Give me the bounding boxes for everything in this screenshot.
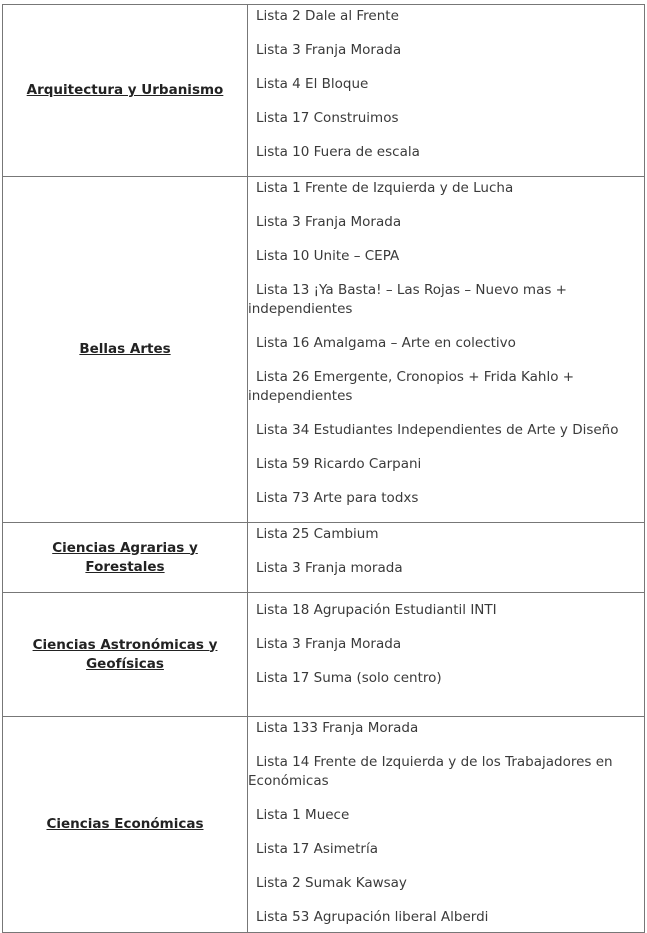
list-item: Lista 3 Franja Morada	[256, 42, 402, 58]
faculty-cell	[3, 5, 248, 177]
list-item: Lista 4 El Bloque	[256, 76, 369, 92]
list-item: Lista 10 Unite – CEPA	[256, 248, 400, 264]
table-row	[3, 523, 645, 593]
faculty-name: Arquitectura y Urbanismo	[26, 82, 224, 98]
list-item: Lista 17 Asimetría	[256, 841, 378, 857]
faculty-cell	[3, 717, 248, 933]
lists-cell	[248, 5, 645, 177]
list-item: Lista 13 ¡Ya Basta! – Las Rojas – Nuevo mas + independientes	[248, 282, 567, 317]
faculty-lists-table	[2, 4, 645, 933]
list-item: Lista 10 Fuera de escala	[256, 144, 420, 160]
faculty-cell	[3, 177, 248, 523]
list-item: Lista 34 Estudiantes Independientes de Arte y Diseño	[256, 422, 619, 438]
list-item: Lista 1 Muece	[256, 807, 350, 823]
list-item: Lista 25 Cambium	[256, 526, 379, 542]
lists-cell	[248, 717, 645, 933]
list-item: Lista 53 Agrupación liberal Alberdi	[256, 909, 489, 925]
table-row	[3, 5, 645, 177]
faculty-name: Bellas Artes	[79, 341, 171, 357]
list-item: Lista 2 Sumak Kawsay	[256, 875, 407, 891]
faculty-cell	[3, 593, 248, 717]
list-item: Lista 17 Suma (solo centro)	[256, 670, 442, 686]
lists-cell	[248, 177, 645, 523]
list-item: Lista 18 Agrupación Estudiantil INTI	[256, 602, 497, 618]
list-item: Lista 3 Franja morada	[256, 560, 403, 576]
table-row	[3, 593, 645, 717]
list-item: Lista 14 Frente de Izquierda y de los Trabajadores en Económicas	[248, 754, 613, 789]
list-item: Lista 17 Construimos	[256, 110, 399, 126]
table-row	[3, 717, 645, 933]
list-item: Lista 2 Dale al Frente	[256, 8, 399, 24]
list-item: Lista 26 Emergente, Cronopios + Frida Kahlo + independientes	[248, 369, 575, 404]
list-item: Lista 16 Amalgama – Arte en colectivo	[256, 335, 516, 351]
faculty-name: Ciencias Agrarias y Forestales	[52, 539, 198, 575]
list-item: Lista 133 Franja Morada	[256, 720, 419, 736]
list-item: Lista 3 Franja Morada	[256, 636, 402, 652]
table-row	[3, 177, 645, 523]
list-item: Lista 1 Frente de Izquierda y de Lucha	[256, 180, 514, 196]
list-item: Lista 3 Franja Morada	[256, 214, 402, 230]
lists-cell	[248, 523, 645, 593]
faculty-name: Ciencias Económicas	[46, 816, 204, 832]
faculty-name: Ciencias Astronómicas y Geofísicas	[32, 636, 218, 672]
faculty-cell	[3, 523, 248, 593]
list-item: Lista 59 Ricardo Carpani	[256, 456, 422, 472]
list-item: Lista 73 Arte para todxs	[256, 490, 419, 506]
lists-cell	[248, 593, 645, 717]
